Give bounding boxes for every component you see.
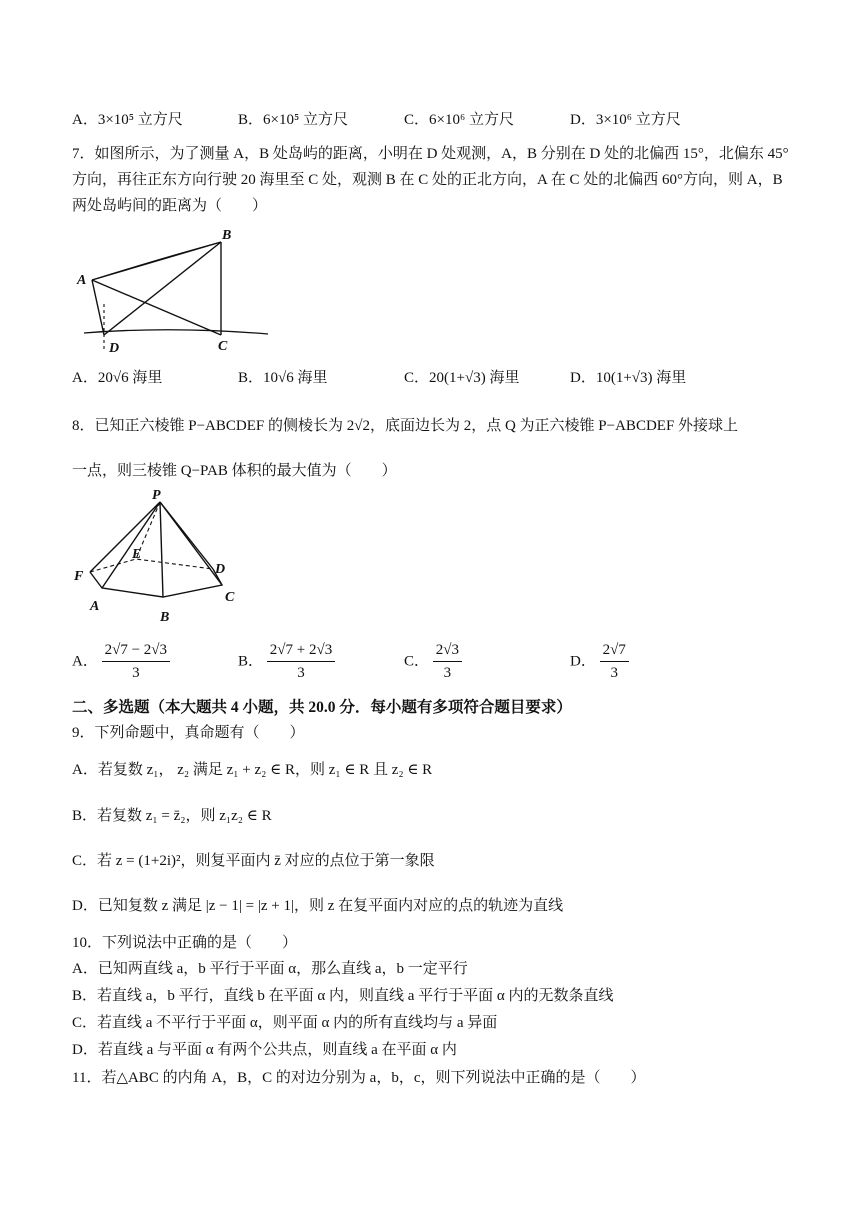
- q8-label-d: D: [215, 562, 226, 577]
- q7-label-c: C: [218, 339, 228, 354]
- q8-option-a: A． $\frac{2√7 - 2√3}{3}$: [72, 640, 170, 683]
- q8-label-e: E: [132, 547, 142, 562]
- q7-stem-line3: 两处岛屿间的距离为（ ）: [72, 198, 268, 214]
- q8-label-b: B: [160, 610, 170, 625]
- q7-label-b: B: [222, 228, 232, 243]
- section-2-heading: 二、多选题（本大题共 4 小题，共 20.0 分．每小题有多项符合题目要求）: [72, 699, 572, 716]
- q7-stem-line2: 方向，再往正东方向行驶 20 海里至 C 处，观测 B 在 C 处的正北方向，A 在 C 处的北偏西 60°方向，则 A，B: [72, 172, 783, 188]
- q8-label-p: P: [152, 488, 161, 503]
- q6-option-a-row: A．3×10⁵ 立方尺: [72, 112, 183, 128]
- q10-option-d: D．若直线 a 与平面 α 有两个公共点，则直线 a 在平面 α 内: [72, 1042, 457, 1058]
- q6-option-d: D．3×10⁶ 立方尺: [570, 112, 681, 128]
- q7-stem-line1: 7．如图所示，为了测量 A，B 处岛屿的距离，小明在 D 处观测，A，B 分别在 D 处的北偏西 15°，北偏东 45°: [72, 146, 789, 162]
- q8-option-b: B． $\frac{2√7 + 2√3}{3}$: [238, 640, 335, 683]
- q7-option-b: B．10√6 海里: [238, 370, 328, 386]
- q7-figure: [72, 222, 272, 357]
- q9-option-a: A．若复数 z₁， z₂ 满足 z₁ + z₂ ∈ R，则 z₁ ∈ R 且 z₂ ∈ R: [72, 762, 433, 778]
- q8-option-c: C． $\frac{2√3}{3}$: [404, 640, 462, 683]
- q8-figure: [70, 488, 240, 628]
- q7-option-c: C．20(1+√3) 海里: [404, 370, 520, 386]
- q8-label-f: F: [74, 569, 84, 584]
- q7-label-a: A: [77, 273, 87, 288]
- q7-option-a: A．20√6 海里: [72, 370, 163, 386]
- q7-option-d: D．10(1+√3) 海里: [570, 370, 687, 386]
- q8-stem-line2: 一点，则三棱锥 Q−PAB 体积的最大值为（ ）: [72, 463, 397, 479]
- q8-stem-line1: 8．已知正六棱锥 P−ABCDEF 的侧棱长为 2√2，底面边长为 2，点 Q 为正六棱锥 P−ABCDEF 外接球上: [72, 418, 739, 434]
- q9-stem: 9．下列命题中，真命题有（ ）: [72, 725, 305, 741]
- q10-option-b: B．若直线 a，b 平行，直线 b 在平面 α 内，则直线 a 平行于平面 α 内的无数条直线: [72, 988, 614, 1004]
- q6-option-b: B．6×10⁵ 立方尺: [238, 112, 348, 128]
- q9-option-b: B．若复数 z₁ = z̄₂，则 z₁z₂ ∈ R: [72, 808, 272, 824]
- q9-option-c: C．若 z = (1+2i)²，则复平面内 z̄ 对应的点位于第一象限: [72, 853, 435, 869]
- q8-label-c: C: [225, 590, 235, 605]
- q11-stem: 11．若△ABC 的内角 A，B，C 的对边分别为 a，b，c，则下列说法中正确的是（ ）: [72, 1070, 646, 1086]
- q10-option-c: C．若直线 a 不平行于平面 α，则平面 α 内的所有直线均与 a 异面: [72, 1015, 498, 1031]
- q7-shore-line: [84, 330, 268, 334]
- q10-stem: 10．下列说法中正确的是（ ）: [72, 935, 298, 951]
- q8-label-a: A: [90, 599, 100, 614]
- q7-label-d: D: [109, 341, 120, 356]
- q6-option-c: C．6×10⁶ 立方尺: [404, 112, 514, 128]
- q8-option-d: D． $\frac{2√7}{3}$: [570, 640, 629, 683]
- q10-option-a: A．已知两直线 a，b 平行于平面 α，那么直线 a，b 一定平行: [72, 961, 468, 977]
- q9-option-d: D．已知复数 z 满足 |z − 1| = |z + 1|，则 z 在复平面内对应的点的轨迹为直线: [72, 898, 564, 914]
